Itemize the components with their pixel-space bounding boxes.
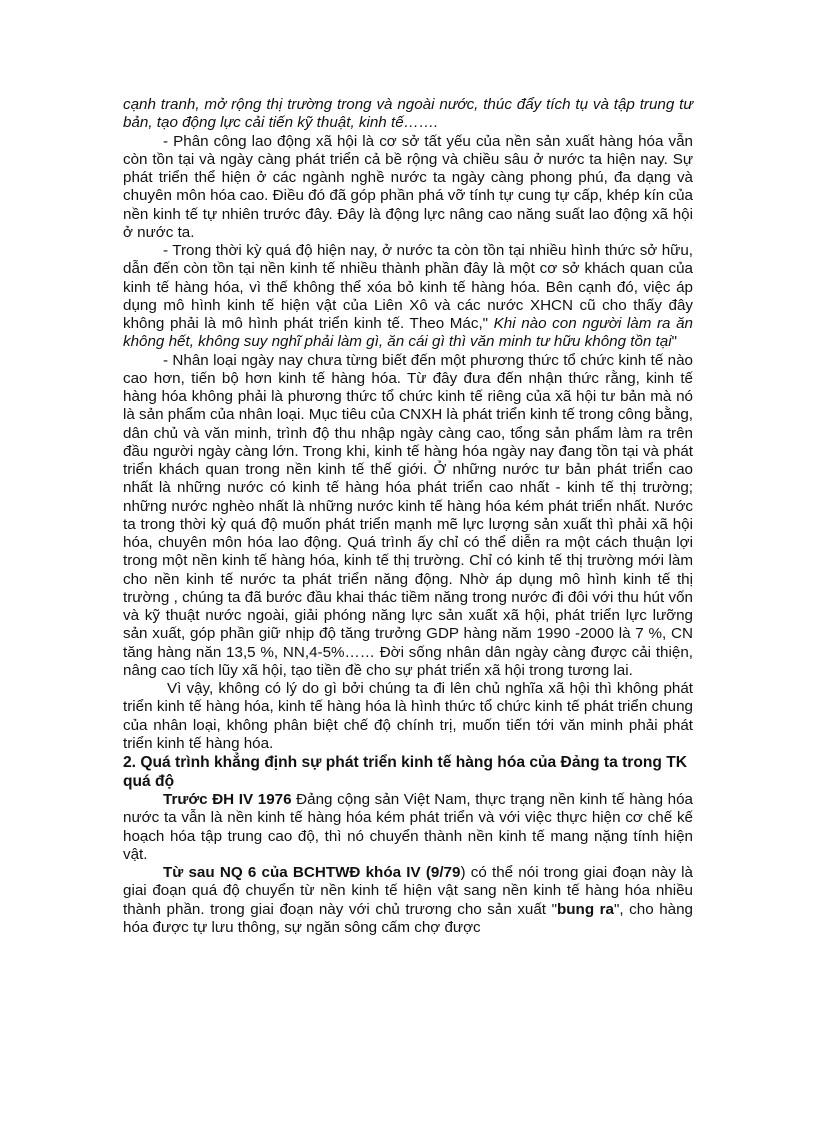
quote-close: " bbox=[671, 333, 678, 351]
paragraph-conclusion: Vì vậy, không có lý do gì bởi chúng ta đi lên chủ nghĩa xã hội thì không phát triển kinh tế hàng hóa, kinh tế hàng hóa là hình thức tổ chức kinh tế phát triển chung của nhân loại, không phân biệt chế độ chính trị, muốn tiến tới văn minh phải phát triển kinh tế hàng hóa. bbox=[123, 680, 693, 752]
paragraph-after-resolution-text: ) có thể nói trong giai đoạn này là giai đoạn quá độ chuyển từ nền kinh tế hiện vật sang nền kinh tế hàng hóa nhiều thành phần. trong giai đoạn này với chủ trương cho sản xuất " bbox=[123, 864, 693, 918]
paragraph-mankind: - Nhân loại ngày nay chưa từng biết đến một phương thức tổ chức kinh tế nào cao hơn, tiến bộ hơn kinh tế hàng hóa. Từ đây đưa đến nhận thức rằng, kinh tế hàng hóa không phải là phương thức tổ chức kinh tế riêng của xã hội tư bản mà nó là sản phẩm của nhân loại. Mục tiêu của CNXH là phát triển kinh tế trong công bằng, dân chủ và văn minh, trình độ thu nhập ngày càng cao, tổng sản phẩm làm ra trên đầu người ngày càng lớn. Trong khi, kinh tế hàng hóa ngày nay đang tồn tại và phát triển khách quan trong nền kinh tế thế giới. Ở những nước tư bản phát triển cao nhất là những nước có kinh tế hàng hóa phát triển cao nhất - kinh tế thị trường; những nước nghèo nhất là những nước kinh tế hàng hóa kém phát triển nhất. Nước ta trong thời kỳ quá độ muốn phát triển mạnh mẽ lực lượng sản xuất thì phải xã hội hóa, chuyên môn hóa lao động. Quá trình ấy chỉ có thể diễn ra một cách thuận lợi trong một nền kinh tế hàng hóa, kinh tế thị trường. Chỉ có kinh tế thị trường mới làm cho nền kinh tế nước ta phát triển năng động. Nhờ áp dụng mô hình kinh tế thị trường , chúng ta đã bước đầu khai thác tiềm năng trong nước đi đôi với thu hút vốn và kỹ thuật nước ngoài, giải phóng năng lực sản xuất xã hội, phát triển lực lưỡng sản xuất, góp phần giữ nhịp độ tăng trưởng GDP hàng năm 1990 -2000 là 7 %, CN tăng hàng năn 13,5 %, NN,4-5%…… Đời sống nhân dân ngày càng được cải thiện, nâng cao tích lũy xã hội, tạo tiền đề cho sự phát triển xã hội trong tương lai. bbox=[123, 351, 693, 679]
paragraph-before-congress-text: Đảng cộng sản Việt Nam, thực trạng nền kinh tế hàng hóa nước ta vẫn là nền kinh tế hàng hóa kém phát triển và với việc thực hiện cơ chế kế hoạch hóa tập trung cao độ, thì nó chuyển thành nền kinh tế mang nặng tính hiện vật. bbox=[123, 791, 693, 863]
paragraph-before-congress bbox=[123, 791, 693, 864]
paragraph-after-resolution-tail: ", cho hàng hóa được tự lưu thông, sự ngăn sông cấm chợ được bbox=[123, 900, 694, 936]
paragraph-before-congress-lead: Trước ĐH IV 1976 bbox=[163, 791, 292, 808]
paragraph-ownership-text: - Trong thời kỳ quá độ hiện nay, ở nước ta còn tồn tại nhiều hình thức sở hữu, dẫn đến còn tồn tại nền kinh tế nhiều thành phần đây là một cơ sở khách quan của kinh tế hàng hóa, vì thế không thể xóa bỏ kinh tế hàng hóa. Bên cạnh đó, việc áp dụng mô hình kinh tế hiện vật của Liên Xô và các nước XHCN cũ cho thấy đây không phải là mô hình phát triển kinh tế. Theo Mác, bbox=[123, 242, 693, 332]
section-heading: 2. Quá trình khẳng định sự phát triển kinh tế hàng hóa của Đảng ta trong TK quá độ bbox=[123, 754, 688, 790]
paragraph-after-resolution-lead: Từ sau NQ 6 của BCHTWĐ khóa IV (9/79 bbox=[163, 864, 461, 881]
quote-open: " bbox=[482, 315, 494, 332]
paragraph-intro: cạnh tranh, mở rộng thị trường trong và ngoài nước, thúc đẩy tích tụ và tập trung tư bản, tạo động lực cải tiến kỹ thuật, kinh tế……. bbox=[123, 96, 693, 132]
bung-ra-term: bung ra bbox=[556, 900, 615, 918]
paragraph-ownership bbox=[123, 242, 693, 352]
paragraph-division-of-labor: - Phân công lao động xã hội là cơ sở tất yếu của nền sản xuất hàng hóa vẫn còn tồn tại và ngày càng phát triển cả bề rộng và chiều sâu ở nước ta hiện nay. Sự phát triển thể hiện ở các ngành nghề nước ta ngày càng phong phú, đa dạng và chuyên môn hóa cao. Điều đó đã góp phần phá vỡ tính tự cung tự cấp, khép kín của nền kinh tế tự nhiên trước đây. Đây là động lực nâng cao năng suất lao động xã hội ở nước ta. bbox=[123, 132, 693, 241]
marx-quote: Khi nào con người làm ra ăn không hết, không suy nghĩ phải làm gì, ăn cái gì thì văn minh tư hữu không tồn tại bbox=[123, 315, 693, 351]
paragraph-after-resolution bbox=[123, 864, 693, 937]
document-page bbox=[123, 96, 693, 937]
